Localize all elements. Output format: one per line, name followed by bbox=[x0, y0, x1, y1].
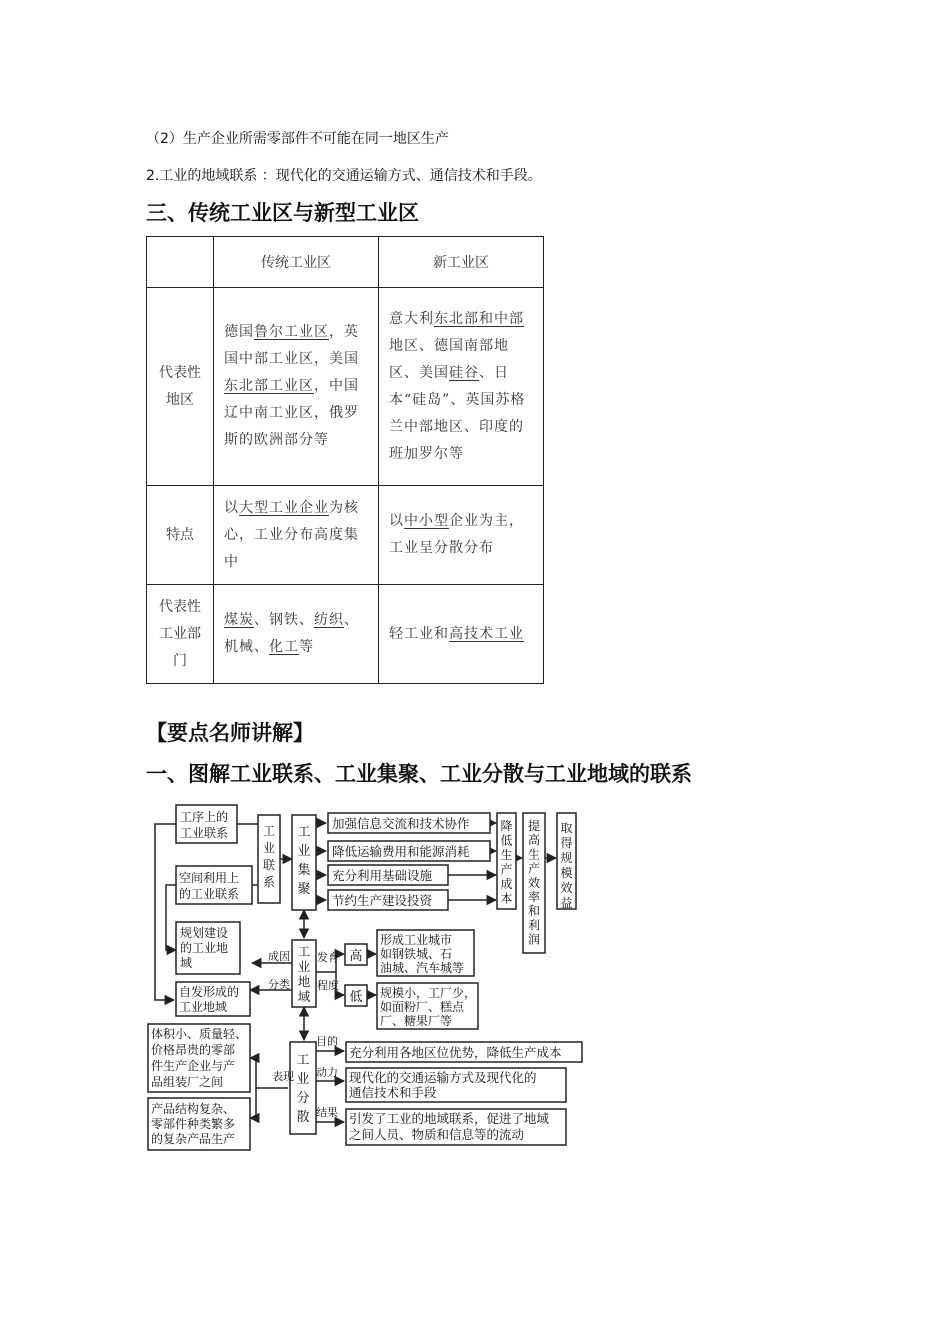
vertical-char: 工 bbox=[297, 944, 311, 959]
vertical-char: 产 bbox=[500, 862, 513, 877]
box-text: 高 bbox=[349, 949, 363, 964]
label-manifest: 表现 bbox=[272, 1070, 294, 1083]
box-text: 的复杂产品生产 bbox=[151, 1132, 236, 1146]
label-driver: 动力 bbox=[316, 1066, 338, 1079]
text-seg: 意大利 bbox=[389, 310, 434, 327]
text-seg: 为核心，工业分布高度集中 bbox=[224, 499, 359, 570]
text-seg: 以 bbox=[389, 513, 404, 529]
row-label-text: 代表性工业部门 bbox=[159, 598, 201, 669]
box-text: 品组装厂之间 bbox=[151, 1075, 224, 1089]
box-text: 的工业联系 bbox=[179, 887, 240, 901]
underlined-seg: 大型工业企业 bbox=[239, 499, 329, 516]
vertical-char: 高 bbox=[527, 833, 541, 848]
header-traditional: 传统工业区 bbox=[214, 237, 379, 288]
vertical-char: 地 bbox=[297, 974, 311, 989]
vertical-char: 和 bbox=[527, 904, 541, 919]
key-points-heading: 【要点名师讲解】 bbox=[146, 721, 314, 745]
label-category: 分类 bbox=[268, 978, 290, 991]
vertical-char: 分 bbox=[296, 1091, 310, 1106]
vertical-char: 利 bbox=[527, 918, 541, 933]
box-text: 加强信息交流和技术协作 bbox=[332, 816, 470, 831]
box-text: 降低运输费用和能源消耗 bbox=[332, 844, 470, 859]
text-seg: ，中国辽中南工业区，俄罗斯的欧洲部分等 bbox=[224, 378, 359, 448]
vertical-char: 低 bbox=[500, 833, 513, 848]
text-seg: 、日本“硅岛”、英国苏格兰中部地区、印度的班加罗尔等 bbox=[389, 364, 526, 462]
box-text: 厂、糖果厂等 bbox=[380, 1014, 453, 1028]
box-text: 充分利用基础设施 bbox=[332, 868, 433, 883]
box-text: 域 bbox=[180, 956, 193, 970]
vertical-char: 得 bbox=[560, 836, 573, 850]
box-text: 件生产企业与产 bbox=[151, 1059, 236, 1073]
box-text: 规模小，工厂少， bbox=[380, 986, 477, 1000]
text-seg: 企业为主，工业呈分散分布 bbox=[389, 513, 524, 556]
underlined-seg: 东北部工业区 bbox=[224, 378, 314, 394]
vertical-char: 生 bbox=[500, 848, 513, 862]
box-text: 如面粉厂、糕点 bbox=[380, 1000, 465, 1014]
underlined-seg: 中小型 bbox=[404, 513, 449, 529]
box-text: 产品结构复杂、 bbox=[151, 1102, 236, 1116]
section-heading-diagram: 一、图解工业联系、工业集聚、工业分散与工业地域的联系 bbox=[146, 762, 692, 786]
vertical-char: 生 bbox=[527, 847, 541, 862]
vertical-char: 规 bbox=[560, 851, 573, 865]
box-text: 节约生产建设投资 bbox=[332, 893, 433, 908]
text-seg: 、钢铁、 bbox=[254, 612, 314, 628]
vertical-char: 益 bbox=[560, 896, 573, 910]
underlined-seg: 东北部和中部 bbox=[434, 310, 524, 327]
box-text: 体积小、质量轻、 bbox=[151, 1027, 248, 1041]
vertical-char: 提 bbox=[527, 819, 541, 833]
box-text: 形成工业城市 bbox=[380, 933, 453, 947]
underlined-seg: 鲁尔工业区 bbox=[254, 324, 329, 340]
box-text: 工业联系 bbox=[180, 826, 229, 840]
underlined-seg: 化工 bbox=[269, 639, 299, 655]
vertical-char: 集 bbox=[297, 863, 311, 878]
box-text: 充分利用各地区位优势，降低生产成本 bbox=[349, 1045, 562, 1060]
box-text: 之间人员、物质和信息等的流动 bbox=[349, 1127, 525, 1142]
vertical-char: 业 bbox=[297, 959, 311, 974]
header-new: 新工业区 bbox=[379, 237, 544, 288]
row-label-features: 特点 bbox=[147, 486, 214, 585]
text-seg: 轻工业和 bbox=[389, 625, 449, 642]
box-text: 低 bbox=[349, 990, 363, 1005]
text-line-regional-link: 2.工业的地域联系 ：现代化的交通运输方式、通信技术和手段。 bbox=[146, 168, 542, 184]
vertical-char: 联 bbox=[262, 858, 276, 872]
box-text: 现代化的交通运输方式及现代化的 bbox=[349, 1070, 537, 1085]
vertical-char: 业 bbox=[297, 844, 311, 859]
text-seg: 地区、德国南部地区、美国 bbox=[389, 337, 509, 381]
label-result: 结果 bbox=[316, 1106, 338, 1119]
box-text: 引发了工业的地域联系，促进了地域 bbox=[349, 1111, 550, 1126]
row-label-text: 代表性地区 bbox=[159, 364, 201, 408]
vertical-char: 域 bbox=[297, 989, 311, 1004]
underlined-seg: 高技术工业 bbox=[449, 625, 524, 642]
box-text: 规划建设 bbox=[180, 926, 229, 940]
vertical-char: 率 bbox=[527, 890, 541, 904]
vertical-text bbox=[500, 819, 512, 906]
vertical-char: 取 bbox=[560, 821, 573, 835]
vertical-char: 系 bbox=[262, 875, 276, 889]
vertical-char: 工 bbox=[297, 825, 311, 840]
underlined-seg: 硅谷 bbox=[449, 364, 479, 381]
vertical-char: 模 bbox=[560, 866, 573, 880]
underlined-seg: 纺织 bbox=[314, 612, 344, 628]
vertical-char: 产 bbox=[527, 861, 541, 876]
vertical-char: 业 bbox=[262, 841, 276, 855]
vertical-char: 业 bbox=[296, 1072, 310, 1087]
box-text: 空间利用上 bbox=[179, 871, 240, 885]
text-seg: ，英国中部工业区，美国 bbox=[224, 324, 359, 367]
vertical-char: 降 bbox=[500, 819, 513, 833]
vertical-char: 润 bbox=[527, 932, 541, 947]
label-develop: 发育 bbox=[317, 951, 339, 964]
vertical-char: 工 bbox=[262, 824, 276, 838]
box-text: 的工业地 bbox=[180, 941, 229, 955]
box-text: 如钢铁城、石 bbox=[380, 947, 453, 961]
vertical-text bbox=[298, 944, 311, 1004]
underlined-seg: 煤炭 bbox=[224, 612, 254, 628]
box-text: 工序上的 bbox=[180, 810, 229, 824]
vertical-char: 效 bbox=[527, 875, 541, 890]
label-degree: 程度 bbox=[317, 979, 339, 992]
box-text: 工业地域 bbox=[179, 1000, 228, 1014]
text-seg: 以 bbox=[224, 499, 239, 516]
box-text: 油城、汽车城等 bbox=[380, 961, 465, 975]
text-seg: 等 bbox=[299, 639, 314, 655]
box-text: 零部件种类繁多 bbox=[151, 1117, 236, 1131]
vertical-char: 聚 bbox=[297, 882, 311, 897]
label-purpose: 目的 bbox=[316, 1035, 338, 1048]
vertical-text bbox=[528, 818, 540, 947]
label-cause: 成因 bbox=[268, 950, 290, 963]
text-seg: 、机械、 bbox=[224, 612, 359, 655]
vertical-char: 效 bbox=[560, 881, 573, 895]
section-heading-industrial-zones: 三、传统工业区与新型工业区 bbox=[146, 201, 419, 225]
box-text: 通信技术和手段 bbox=[349, 1085, 437, 1100]
text-seg: 德国 bbox=[224, 324, 254, 340]
vertical-text bbox=[560, 821, 572, 910]
box-text: 自发形成的 bbox=[179, 985, 240, 999]
vertical-char: 散 bbox=[296, 1110, 310, 1125]
vertical-char: 工 bbox=[296, 1053, 310, 1068]
text-line-parts: （2）生产企业所需零部件不可能在同一地区生产 bbox=[146, 131, 449, 147]
box-text: 价格昂贵的零部 bbox=[151, 1043, 236, 1057]
vertical-char: 成 bbox=[500, 877, 513, 891]
vertical-char: 本 bbox=[500, 891, 513, 906]
